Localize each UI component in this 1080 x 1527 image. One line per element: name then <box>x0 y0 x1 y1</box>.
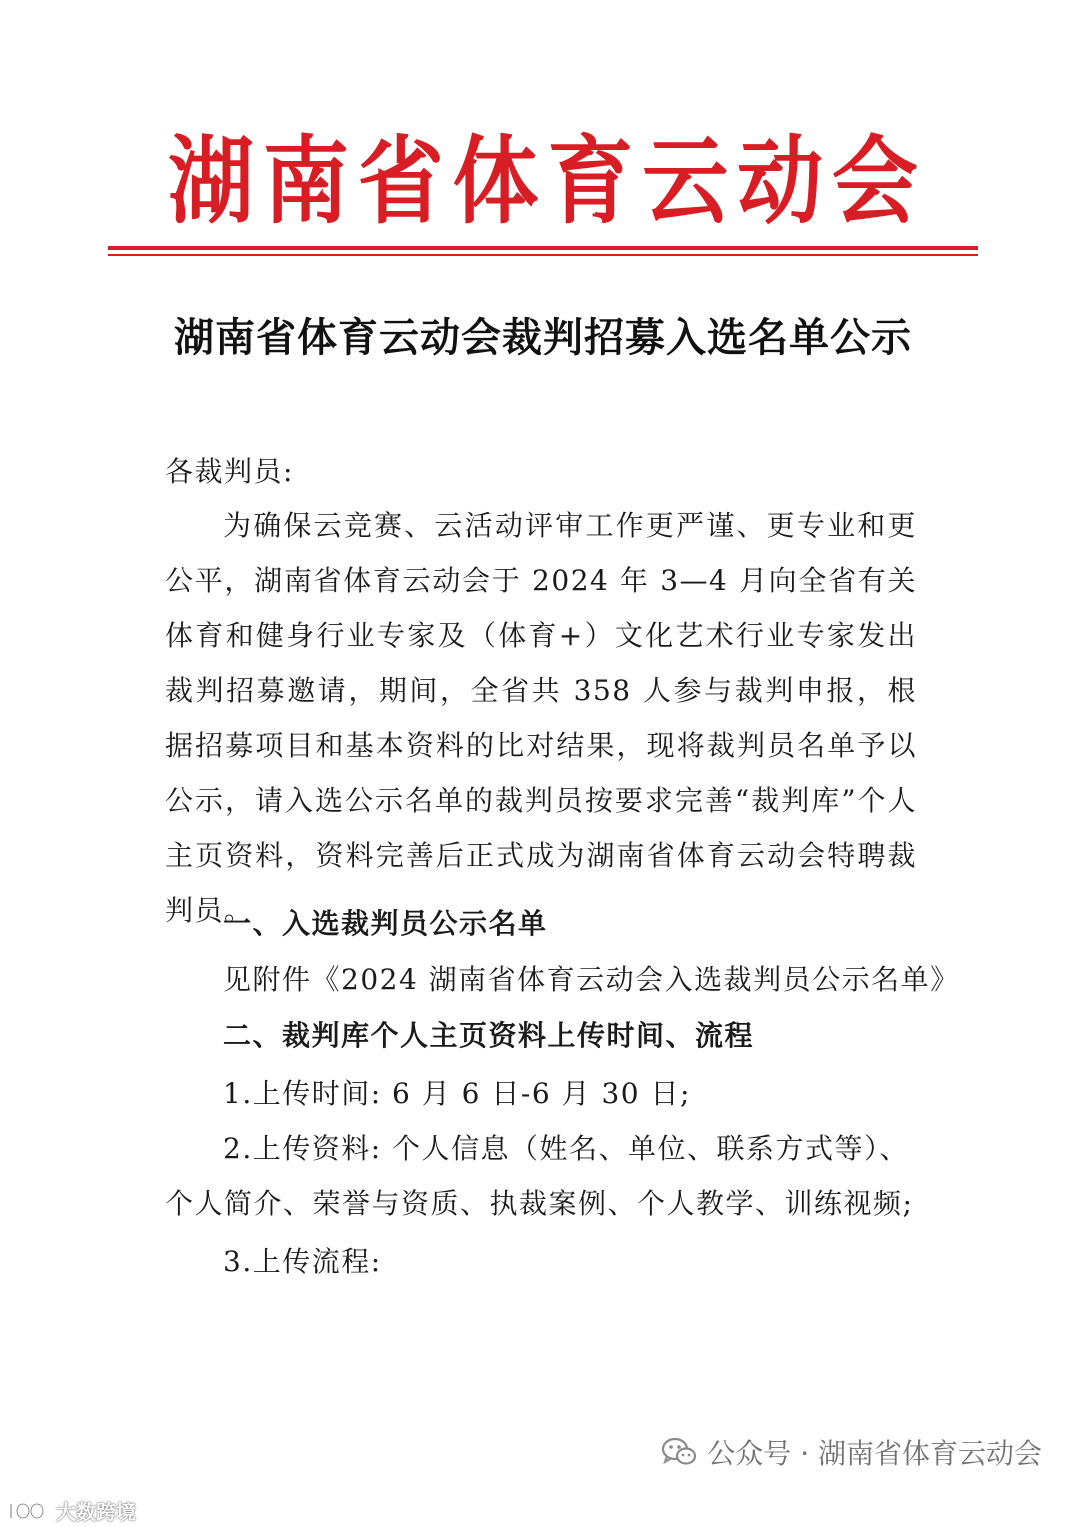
section-heading: 一、入选裁判员公示名单 <box>223 907 548 940</box>
section-heading: 二、裁判库个人主页资料上传时间、流程 <box>223 1019 755 1052</box>
masthead-char: 省 <box>357 127 444 237</box>
masthead-char: 动 <box>737 127 824 237</box>
watermark <box>8 1496 136 1525</box>
wechat-account-credit <box>661 1432 1042 1472</box>
masthead-char: 育 <box>547 127 634 237</box>
masthead-char: 湖 <box>168 127 254 237</box>
intro-paragraph: 为确保云竞赛、云活动评审工作更严谨、更专业和更公平，湖南省体育云动会于 2024 年 3—4 月向全省有关体育和健身行业专家及（体育+）文化艺术行业专家发出裁判招募邀请，期间，全省共 358 人参与裁判申报，根据招募项目和基本资料的比对结果，现将裁判员名单予以公示，请入选公示名单的裁判员按要求完善“裁判库”个人主页资料，资料完善后正式成为湖南省体育云动会特聘裁判员。 <box>165 509 917 927</box>
watermark-logo-icon <box>8 1500 52 1522</box>
list-item: 2.上传资料: 个人信息（姓名、单位、联系方式等）、个人简介、荣誉与资质、执裁案例、个人教学、训练视频; <box>165 1132 914 1220</box>
watermark-text: 大数跨境 <box>56 1500 136 1524</box>
masthead-char: 体 <box>452 127 539 237</box>
masthead-divider-thick <box>108 246 978 250</box>
wechat-icon <box>661 1436 697 1468</box>
masthead-divider-thin <box>108 254 978 256</box>
masthead-title <box>108 112 978 253</box>
masthead-char: 云 <box>642 127 729 237</box>
list-item: 3.上传流程: <box>223 1245 382 1278</box>
list-item: 1.上传时间: 6 月 6 日-6 月 30 日; <box>223 1077 691 1110</box>
masthead-char: 南 <box>262 127 349 237</box>
document-title: 湖南省体育云动会裁判招募入选名单公示 <box>174 314 912 361</box>
attachment-reference: 见附件《2024 湖南省体育云动会入选裁判员公示名单》 <box>223 963 960 996</box>
masthead-char: 会 <box>831 127 918 237</box>
footer-account-name: 公众号 · 湖南省体育云动会 <box>707 1437 1042 1470</box>
salutation: 各裁判员: <box>165 455 294 488</box>
